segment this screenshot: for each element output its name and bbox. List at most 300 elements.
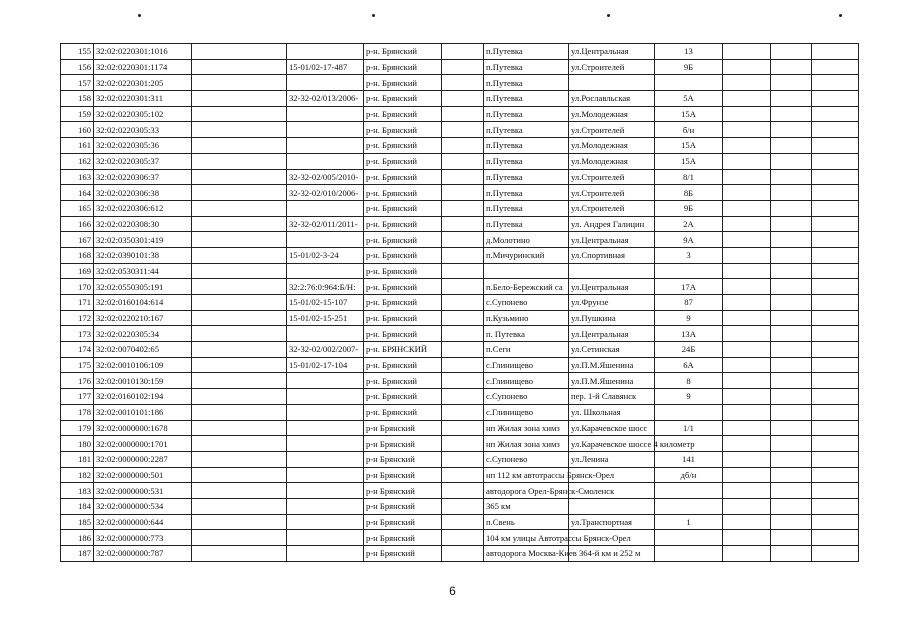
cell-empty <box>723 467 771 483</box>
cadastral-number: 32:02:0220306:612 <box>94 200 192 216</box>
district: р-н. Брянский <box>364 389 442 405</box>
cell-empty <box>771 310 812 326</box>
locality: с.Глинищево <box>484 404 569 420</box>
row-number: 158 <box>61 91 94 107</box>
cell-empty <box>192 451 287 467</box>
cell-empty <box>723 106 771 122</box>
house-number: 15А <box>655 138 723 154</box>
locality: п.Путевка <box>484 59 569 75</box>
cadastral-number: 32:02:0220308:30 <box>94 216 192 232</box>
cadastral-number: 32:02:0220301:1016 <box>94 44 192 60</box>
cadastral-number: 32:02:0550305:191 <box>94 279 192 295</box>
house-number <box>655 530 723 546</box>
cell-empty <box>771 44 812 60</box>
street: ул.П.М.Яшенина <box>569 357 655 373</box>
row-number: 170 <box>61 279 94 295</box>
table-row <box>61 326 859 342</box>
scan-mark-4 <box>839 14 842 17</box>
page-number: 6 <box>449 584 456 598</box>
house-number: 6А <box>655 357 723 373</box>
house-number: 17А <box>655 279 723 295</box>
table-row <box>61 514 859 530</box>
cell-empty <box>192 420 287 436</box>
registration-number: 32-32-02/002/2007- <box>287 342 364 358</box>
cell-empty <box>192 310 287 326</box>
row-number: 185 <box>61 514 94 530</box>
cell-empty <box>192 530 287 546</box>
table-body <box>61 44 859 562</box>
cell-empty <box>192 483 287 499</box>
cell-empty <box>812 326 859 342</box>
table-row <box>61 185 859 201</box>
district: р-н. Брянский <box>364 263 442 279</box>
registration-number <box>287 106 364 122</box>
cell-empty <box>442 342 484 358</box>
table-row <box>61 467 859 483</box>
table-row <box>61 357 859 373</box>
cell-empty <box>192 138 287 154</box>
cadastral-number: 32:02:0220301:1174 <box>94 59 192 75</box>
table-row <box>61 373 859 389</box>
table-row <box>61 153 859 169</box>
cadastral-number: 32:02:0070402:65 <box>94 342 192 358</box>
cell-empty <box>192 169 287 185</box>
cell-empty <box>771 75 812 91</box>
table-row <box>61 436 859 452</box>
district: р-н Брянский <box>364 467 442 483</box>
district: р-н. Брянский <box>364 59 442 75</box>
cell-empty <box>723 59 771 75</box>
cadastral-number: 32:02:0160104:614 <box>94 295 192 311</box>
district: р-н. Брянский <box>364 247 442 263</box>
cell-empty <box>442 247 484 263</box>
registration-number <box>287 404 364 420</box>
cell-empty <box>771 122 812 138</box>
house-number: 8/1 <box>655 169 723 185</box>
cell-empty <box>771 216 812 232</box>
cell-empty <box>812 483 859 499</box>
cell-empty <box>192 404 287 420</box>
district: р-н. Брянский <box>364 200 442 216</box>
cell-empty <box>442 467 484 483</box>
registration-number: 32-32-02/013/2006- <box>287 91 364 107</box>
cell-empty <box>812 389 859 405</box>
district: р-н Брянский <box>364 530 442 546</box>
street: ул.Транспортная <box>569 514 655 530</box>
registration-number <box>287 263 364 279</box>
table-row <box>61 247 859 263</box>
house-number: 8 <box>655 373 723 389</box>
cell-empty <box>723 122 771 138</box>
cell-empty <box>812 451 859 467</box>
cell-empty <box>723 342 771 358</box>
cell-empty <box>812 106 859 122</box>
street: ул.Строителей <box>569 122 655 138</box>
cell-empty <box>442 295 484 311</box>
row-number: 167 <box>61 232 94 248</box>
cell-empty <box>723 216 771 232</box>
cell-empty <box>442 169 484 185</box>
table-row <box>61 75 859 91</box>
street: ул.Молодежная <box>569 138 655 154</box>
cadastral-number: 32:02:0220306:37 <box>94 169 192 185</box>
street: ул. Школьная <box>569 404 655 420</box>
cadastral-number: 32:02:0220305:36 <box>94 138 192 154</box>
cell-empty <box>771 373 812 389</box>
street: ул.Пушкина <box>569 310 655 326</box>
cell-empty <box>723 373 771 389</box>
row-number: 176 <box>61 373 94 389</box>
house-number: 5А <box>655 91 723 107</box>
cadastral-number: 32:02:0220306:38 <box>94 185 192 201</box>
cell-empty <box>771 247 812 263</box>
district: р-н. Брянский <box>364 122 442 138</box>
house-number <box>655 546 723 562</box>
street: ул.Спортивная <box>569 247 655 263</box>
cell-empty <box>442 373 484 389</box>
cell-empty <box>771 451 812 467</box>
house-number <box>655 498 723 514</box>
cell-empty <box>723 91 771 107</box>
cell-empty <box>812 404 859 420</box>
cell-empty <box>771 138 812 154</box>
street: ул.Карачевское шоссе 4 километр <box>569 436 655 452</box>
cell-empty <box>192 467 287 483</box>
cell-empty <box>192 91 287 107</box>
locality: с.Супонево <box>484 389 569 405</box>
cell-empty <box>442 310 484 326</box>
registration-number <box>287 138 364 154</box>
cell-empty <box>442 279 484 295</box>
cell-empty <box>771 295 812 311</box>
cell-empty <box>192 247 287 263</box>
registration-number: 32-32-02/005/2010- <box>287 169 364 185</box>
district: р-н. Брянский <box>364 373 442 389</box>
cell-empty <box>192 75 287 91</box>
cell-empty <box>723 389 771 405</box>
cell-empty <box>442 404 484 420</box>
cadastral-number: 32:02:0010101:186 <box>94 404 192 420</box>
table-row <box>61 169 859 185</box>
house-number: 1 <box>655 514 723 530</box>
cell-empty <box>771 169 812 185</box>
cell-empty <box>723 326 771 342</box>
locality: п.Путевка <box>484 106 569 122</box>
registration-number <box>287 389 364 405</box>
cell-empty <box>442 420 484 436</box>
district: р-н. Брянский <box>364 185 442 201</box>
row-number: 183 <box>61 483 94 499</box>
house-number: 87 <box>655 295 723 311</box>
cell-empty <box>442 436 484 452</box>
cell-empty <box>442 530 484 546</box>
cell-empty <box>771 420 812 436</box>
locality: п.Путевка <box>484 44 569 60</box>
cadastral-number: 32:02:0010130:159 <box>94 373 192 389</box>
table-row <box>61 451 859 467</box>
cell-empty <box>442 498 484 514</box>
cell-empty <box>723 404 771 420</box>
registration-number <box>287 153 364 169</box>
cell-empty <box>442 185 484 201</box>
locality: п.Путевка <box>484 91 569 107</box>
cell-empty <box>192 436 287 452</box>
cell-empty <box>192 200 287 216</box>
cadastral-number: 32:02:0000000:773 <box>94 530 192 546</box>
cell-empty <box>723 436 771 452</box>
row-number: 186 <box>61 530 94 546</box>
locality: с.Глинищево <box>484 373 569 389</box>
row-number: 155 <box>61 44 94 60</box>
table-row <box>61 546 859 562</box>
cell-empty <box>723 169 771 185</box>
locality: нп Жилая зона химз <box>484 436 569 452</box>
cell-empty <box>812 91 859 107</box>
table-row <box>61 263 859 279</box>
street: ул.Молодежная <box>569 106 655 122</box>
district: р-н Брянский <box>364 436 442 452</box>
registration-number: 32:2:76:0:964:Б/Н: <box>287 279 364 295</box>
cell-empty <box>442 389 484 405</box>
street: ул.Молодежная <box>569 153 655 169</box>
cell-empty <box>442 232 484 248</box>
district: р-н. Брянский <box>364 295 442 311</box>
registration-number <box>287 514 364 530</box>
cell-empty <box>192 263 287 279</box>
district: р-н. Брянский <box>364 357 442 373</box>
scan-mark-2 <box>372 14 375 17</box>
street: ул.Строителей <box>569 59 655 75</box>
locality: с.Супонево <box>484 451 569 467</box>
cell-empty <box>192 295 287 311</box>
locality: д.Молотино <box>484 232 569 248</box>
cell-empty <box>771 357 812 373</box>
registration-number <box>287 75 364 91</box>
registration-number: 15-01/02-15-107 <box>287 295 364 311</box>
cell-empty <box>192 546 287 562</box>
locality: п.Бело-Бережский са <box>484 279 569 295</box>
house-number: 9 <box>655 310 723 326</box>
street: ул.Строителей <box>569 200 655 216</box>
registration-number <box>287 420 364 436</box>
cell-empty <box>192 44 287 60</box>
locality: нп 112 км автотрассы Брянск-Орел <box>484 467 569 483</box>
cell-empty <box>192 185 287 201</box>
cell-empty <box>723 185 771 201</box>
cell-empty <box>723 295 771 311</box>
house-number: 141 <box>655 451 723 467</box>
street <box>569 498 655 514</box>
registration-number <box>287 326 364 342</box>
cell-empty <box>812 75 859 91</box>
cell-empty <box>771 200 812 216</box>
street: ул.Строителей <box>569 185 655 201</box>
district: р-н Брянский <box>364 498 442 514</box>
row-number: 159 <box>61 106 94 122</box>
cadastral-number: 32:02:0010106:109 <box>94 357 192 373</box>
cell-empty <box>812 498 859 514</box>
cadastral-number: 32:02:0000000:1678 <box>94 420 192 436</box>
cell-empty <box>192 357 287 373</box>
table-row <box>61 389 859 405</box>
registration-number <box>287 122 364 138</box>
cadastral-number: 32:02:0220305:102 <box>94 106 192 122</box>
house-number <box>655 404 723 420</box>
registration-number: 32-32-02/010/2006- <box>287 185 364 201</box>
row-number: 180 <box>61 436 94 452</box>
cell-empty <box>812 138 859 154</box>
registration-number <box>287 200 364 216</box>
table-row <box>61 295 859 311</box>
registration-number <box>287 530 364 546</box>
cell-empty <box>771 498 812 514</box>
house-number: 9 <box>655 389 723 405</box>
house-number: 9Б <box>655 200 723 216</box>
registration-number: 15-01/02-17-487 <box>287 59 364 75</box>
locality: с.Глинищево <box>484 357 569 373</box>
cadastral-number: 32:02:0220301:311 <box>94 91 192 107</box>
street: ул. Андрея Галицин <box>569 216 655 232</box>
cell-empty <box>812 530 859 546</box>
cell-empty <box>723 451 771 467</box>
cell-empty <box>771 483 812 499</box>
cell-empty <box>812 357 859 373</box>
locality: п.Свень <box>484 514 569 530</box>
cell-empty <box>192 279 287 295</box>
cell-empty <box>723 279 771 295</box>
cell-empty <box>771 546 812 562</box>
street: ул.П.М.Яшенина <box>569 373 655 389</box>
table-row <box>61 200 859 216</box>
row-number: 182 <box>61 467 94 483</box>
cell-empty <box>771 263 812 279</box>
house-number: 9А <box>655 232 723 248</box>
district: р-н. Брянский <box>364 91 442 107</box>
cell-empty <box>442 153 484 169</box>
street: ул.Рославльская <box>569 91 655 107</box>
house-number: 24Б <box>655 342 723 358</box>
cell-empty <box>812 44 859 60</box>
house-number: 13А <box>655 326 723 342</box>
street: ул.Карачевское шосс <box>569 420 655 436</box>
table-row <box>61 498 859 514</box>
scan-mark-1 <box>138 14 141 17</box>
locality: п.Путевка <box>484 122 569 138</box>
cell-empty <box>192 153 287 169</box>
registration-number <box>287 546 364 562</box>
cell-empty <box>723 153 771 169</box>
cell-empty <box>723 247 771 263</box>
row-number: 187 <box>61 546 94 562</box>
cell-empty <box>442 138 484 154</box>
cadastral-number: 32:02:0220305:33 <box>94 122 192 138</box>
cell-empty <box>723 483 771 499</box>
registration-number: 15-01/02-15-251 <box>287 310 364 326</box>
row-number: 175 <box>61 357 94 373</box>
registration-number <box>287 232 364 248</box>
cell-empty <box>812 546 859 562</box>
house-number <box>655 263 723 279</box>
district: р-н Брянский <box>364 514 442 530</box>
cell-empty <box>812 420 859 436</box>
cell-empty <box>192 106 287 122</box>
house-number: 8Б <box>655 185 723 201</box>
table-row <box>61 342 859 358</box>
cadastral-number: 32:02:0220301:205 <box>94 75 192 91</box>
row-number: 163 <box>61 169 94 185</box>
property-register-table <box>60 43 859 562</box>
cadastral-number: 32:02:0160102:194 <box>94 389 192 405</box>
locality: 104 км улицы Автотрассы Брянск-Орел <box>484 530 569 546</box>
cell-empty <box>771 436 812 452</box>
house-number: 15А <box>655 153 723 169</box>
cell-empty <box>723 44 771 60</box>
row-number: 181 <box>61 451 94 467</box>
cell-empty <box>192 216 287 232</box>
district: р-н. Брянский <box>364 44 442 60</box>
cell-empty <box>442 514 484 530</box>
row-number: 171 <box>61 295 94 311</box>
cell-empty <box>723 200 771 216</box>
district: р-н. Брянский <box>364 153 442 169</box>
cell-empty <box>771 342 812 358</box>
locality: п.Путевка <box>484 138 569 154</box>
cell-empty <box>442 451 484 467</box>
cell-empty <box>771 153 812 169</box>
registration-number <box>287 451 364 467</box>
registration-number <box>287 44 364 60</box>
registration-number <box>287 373 364 389</box>
row-number: 174 <box>61 342 94 358</box>
locality: п.Путевка <box>484 75 569 91</box>
cell-empty <box>723 357 771 373</box>
cell-empty <box>771 389 812 405</box>
house-number: дб/н <box>655 467 723 483</box>
locality: п. Путевка <box>484 326 569 342</box>
table-row <box>61 404 859 420</box>
cell-empty <box>442 483 484 499</box>
cell-empty <box>723 310 771 326</box>
row-number: 172 <box>61 310 94 326</box>
locality: п.Путевка <box>484 169 569 185</box>
locality: нп Жилая зона химз <box>484 420 569 436</box>
house-number: 1/1 <box>655 420 723 436</box>
street: ул.Фрунзе <box>569 295 655 311</box>
cell-empty <box>771 514 812 530</box>
district: р-н Брянский <box>364 420 442 436</box>
cell-empty <box>771 279 812 295</box>
cell-empty <box>442 326 484 342</box>
district: р-н Брянский <box>364 483 442 499</box>
locality: п.Мичуринский <box>484 247 569 263</box>
registration-number <box>287 436 364 452</box>
cell-empty <box>812 295 859 311</box>
cell-empty <box>771 185 812 201</box>
cell-empty <box>442 59 484 75</box>
cell-empty <box>771 404 812 420</box>
district: р-н. Брянский <box>364 216 442 232</box>
cell-empty <box>442 216 484 232</box>
cell-empty <box>192 232 287 248</box>
cell-empty <box>771 467 812 483</box>
cell-empty <box>812 169 859 185</box>
cell-empty <box>812 263 859 279</box>
row-number: 157 <box>61 75 94 91</box>
cell-empty <box>442 546 484 562</box>
cell-empty <box>771 91 812 107</box>
street: ул.Строителей <box>569 169 655 185</box>
cell-empty <box>723 546 771 562</box>
